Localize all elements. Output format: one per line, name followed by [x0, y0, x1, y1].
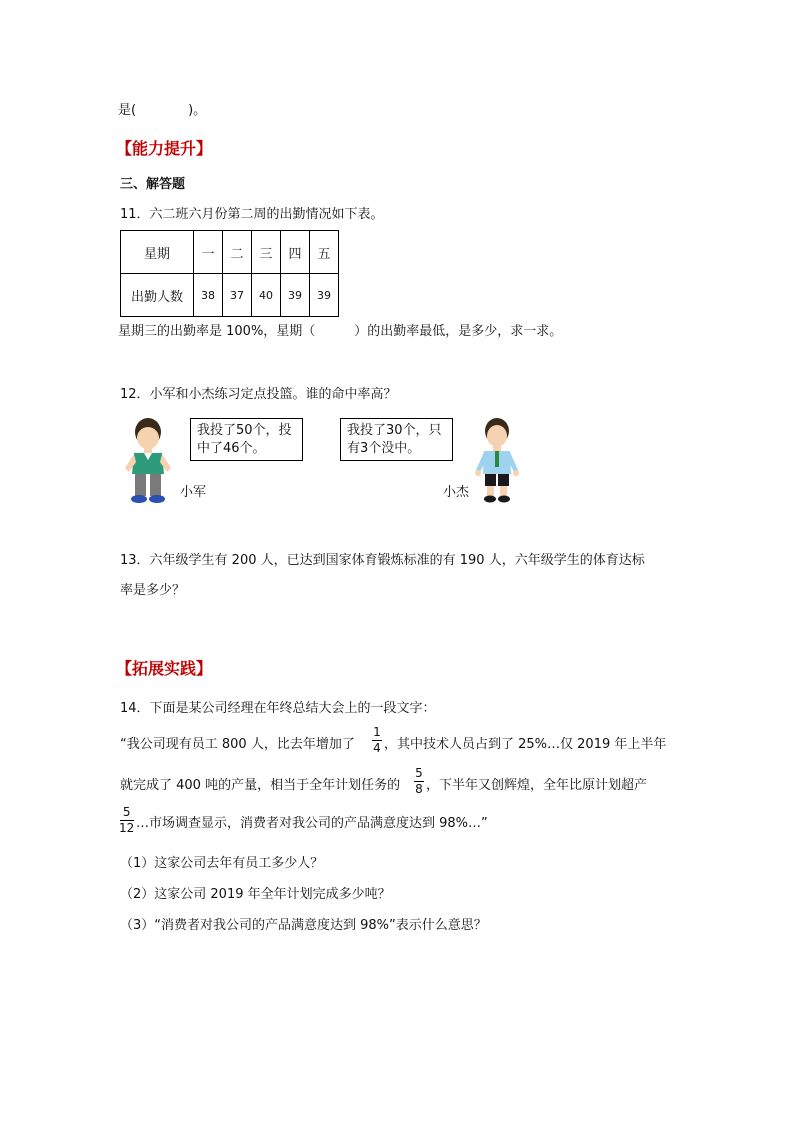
q14-para-line-1a: “我公司现有员工 800 人，比去年增加了 — [120, 737, 355, 752]
day-cell: 一 — [194, 231, 223, 274]
q14-sub-question-3: （3）“消费者对我公司的产品满意度达到 98%”表示什么意思？ — [120, 918, 487, 933]
bubble-line: 我投了30个，只 — [347, 423, 442, 438]
q14-para-line-2a: 就完成了 400 吨的产量，相当于全年计划任务的 — [120, 778, 401, 793]
count-cell: 39 — [310, 274, 339, 317]
bubble-line: 我投了50个，投 — [197, 423, 292, 438]
q12-prompt: 12．小军和小杰练习定点投篮。谁的命中率高？ — [120, 387, 397, 402]
day-cell: 四 — [281, 231, 310, 274]
q13-line-1: 13．六年级学生有 200 人，已达到国家体育锻炼标准的有 190 人，六年级学生的体育达标 — [120, 553, 645, 568]
table-header-label: 星期 — [121, 231, 194, 274]
boy-xiaojun-illustration — [118, 416, 178, 504]
name-xiaojie: 小杰 — [443, 485, 470, 500]
day-cell: 二 — [223, 231, 252, 274]
fraction-denominator: 8 — [415, 782, 423, 796]
fraction-one-quarter — [372, 726, 382, 755]
q14-sub-question-2: （2）这家公司 2019 年全年计划完成多少吨？ — [120, 887, 391, 902]
speech-bubble-xiaojun — [190, 418, 303, 461]
table-row — [121, 274, 339, 317]
previous-question-tail: 是( )。 — [118, 103, 207, 118]
fraction-five-eighths — [414, 767, 424, 796]
fraction-five-twelfths — [119, 806, 134, 835]
count-cell: 38 — [194, 274, 223, 317]
count-cell: 40 — [252, 274, 281, 317]
bubble-line: 有3个没中。 — [347, 441, 421, 456]
fraction-numerator: 5 — [122, 805, 131, 819]
q14-para-line-1b: ，其中技术人员占到了 25%…仅 2019 年上半年 — [384, 737, 667, 752]
fraction-denominator: 4 — [373, 741, 381, 755]
table-row — [121, 231, 339, 274]
q14-sub-question-1: （1）这家公司去年有员工多少人？ — [120, 856, 324, 871]
q14-para-line-2b: ，下半年又创辉煌，全年比原计划超产 — [426, 778, 648, 793]
section-expand-heading: 【拓展实践】 — [116, 659, 213, 678]
day-cell: 三 — [252, 231, 281, 274]
fraction-numerator: 1 — [373, 725, 381, 739]
fraction-numerator: 5 — [415, 766, 423, 780]
section-ability-heading: 【能力提升】 — [116, 139, 213, 158]
q14-prompt: 14．下面是某公司经理在年终总结大会上的一段文字： — [120, 701, 436, 716]
q13-line-2: 率是多少？ — [120, 583, 186, 598]
q11-prompt: 11．六二班六月份第二周的出勤情况如下表。 — [120, 207, 384, 222]
day-cell: 五 — [310, 231, 339, 274]
speech-bubble-xiaojie — [340, 418, 453, 461]
attendance-table — [120, 230, 339, 317]
count-cell: 37 — [223, 274, 252, 317]
q11-question: 星期三的出勤率是 100%，星期（ ）的出勤率最低，是多少，求一求。 — [118, 324, 563, 339]
q14-para-line-3: …市场调查显示，消费者对我公司的产品满意度达到 98%…” — [136, 816, 488, 831]
name-xiaojun: 小军 — [180, 485, 207, 500]
table-row-label: 出勤人数 — [121, 274, 194, 317]
part-three-heading: 三、解答题 — [120, 177, 186, 192]
fraction-denominator: 12 — [119, 821, 135, 835]
count-cell: 39 — [281, 274, 310, 317]
boy-xiaojie-illustration — [468, 416, 526, 504]
bubble-line: 中了46个。 — [197, 441, 266, 456]
